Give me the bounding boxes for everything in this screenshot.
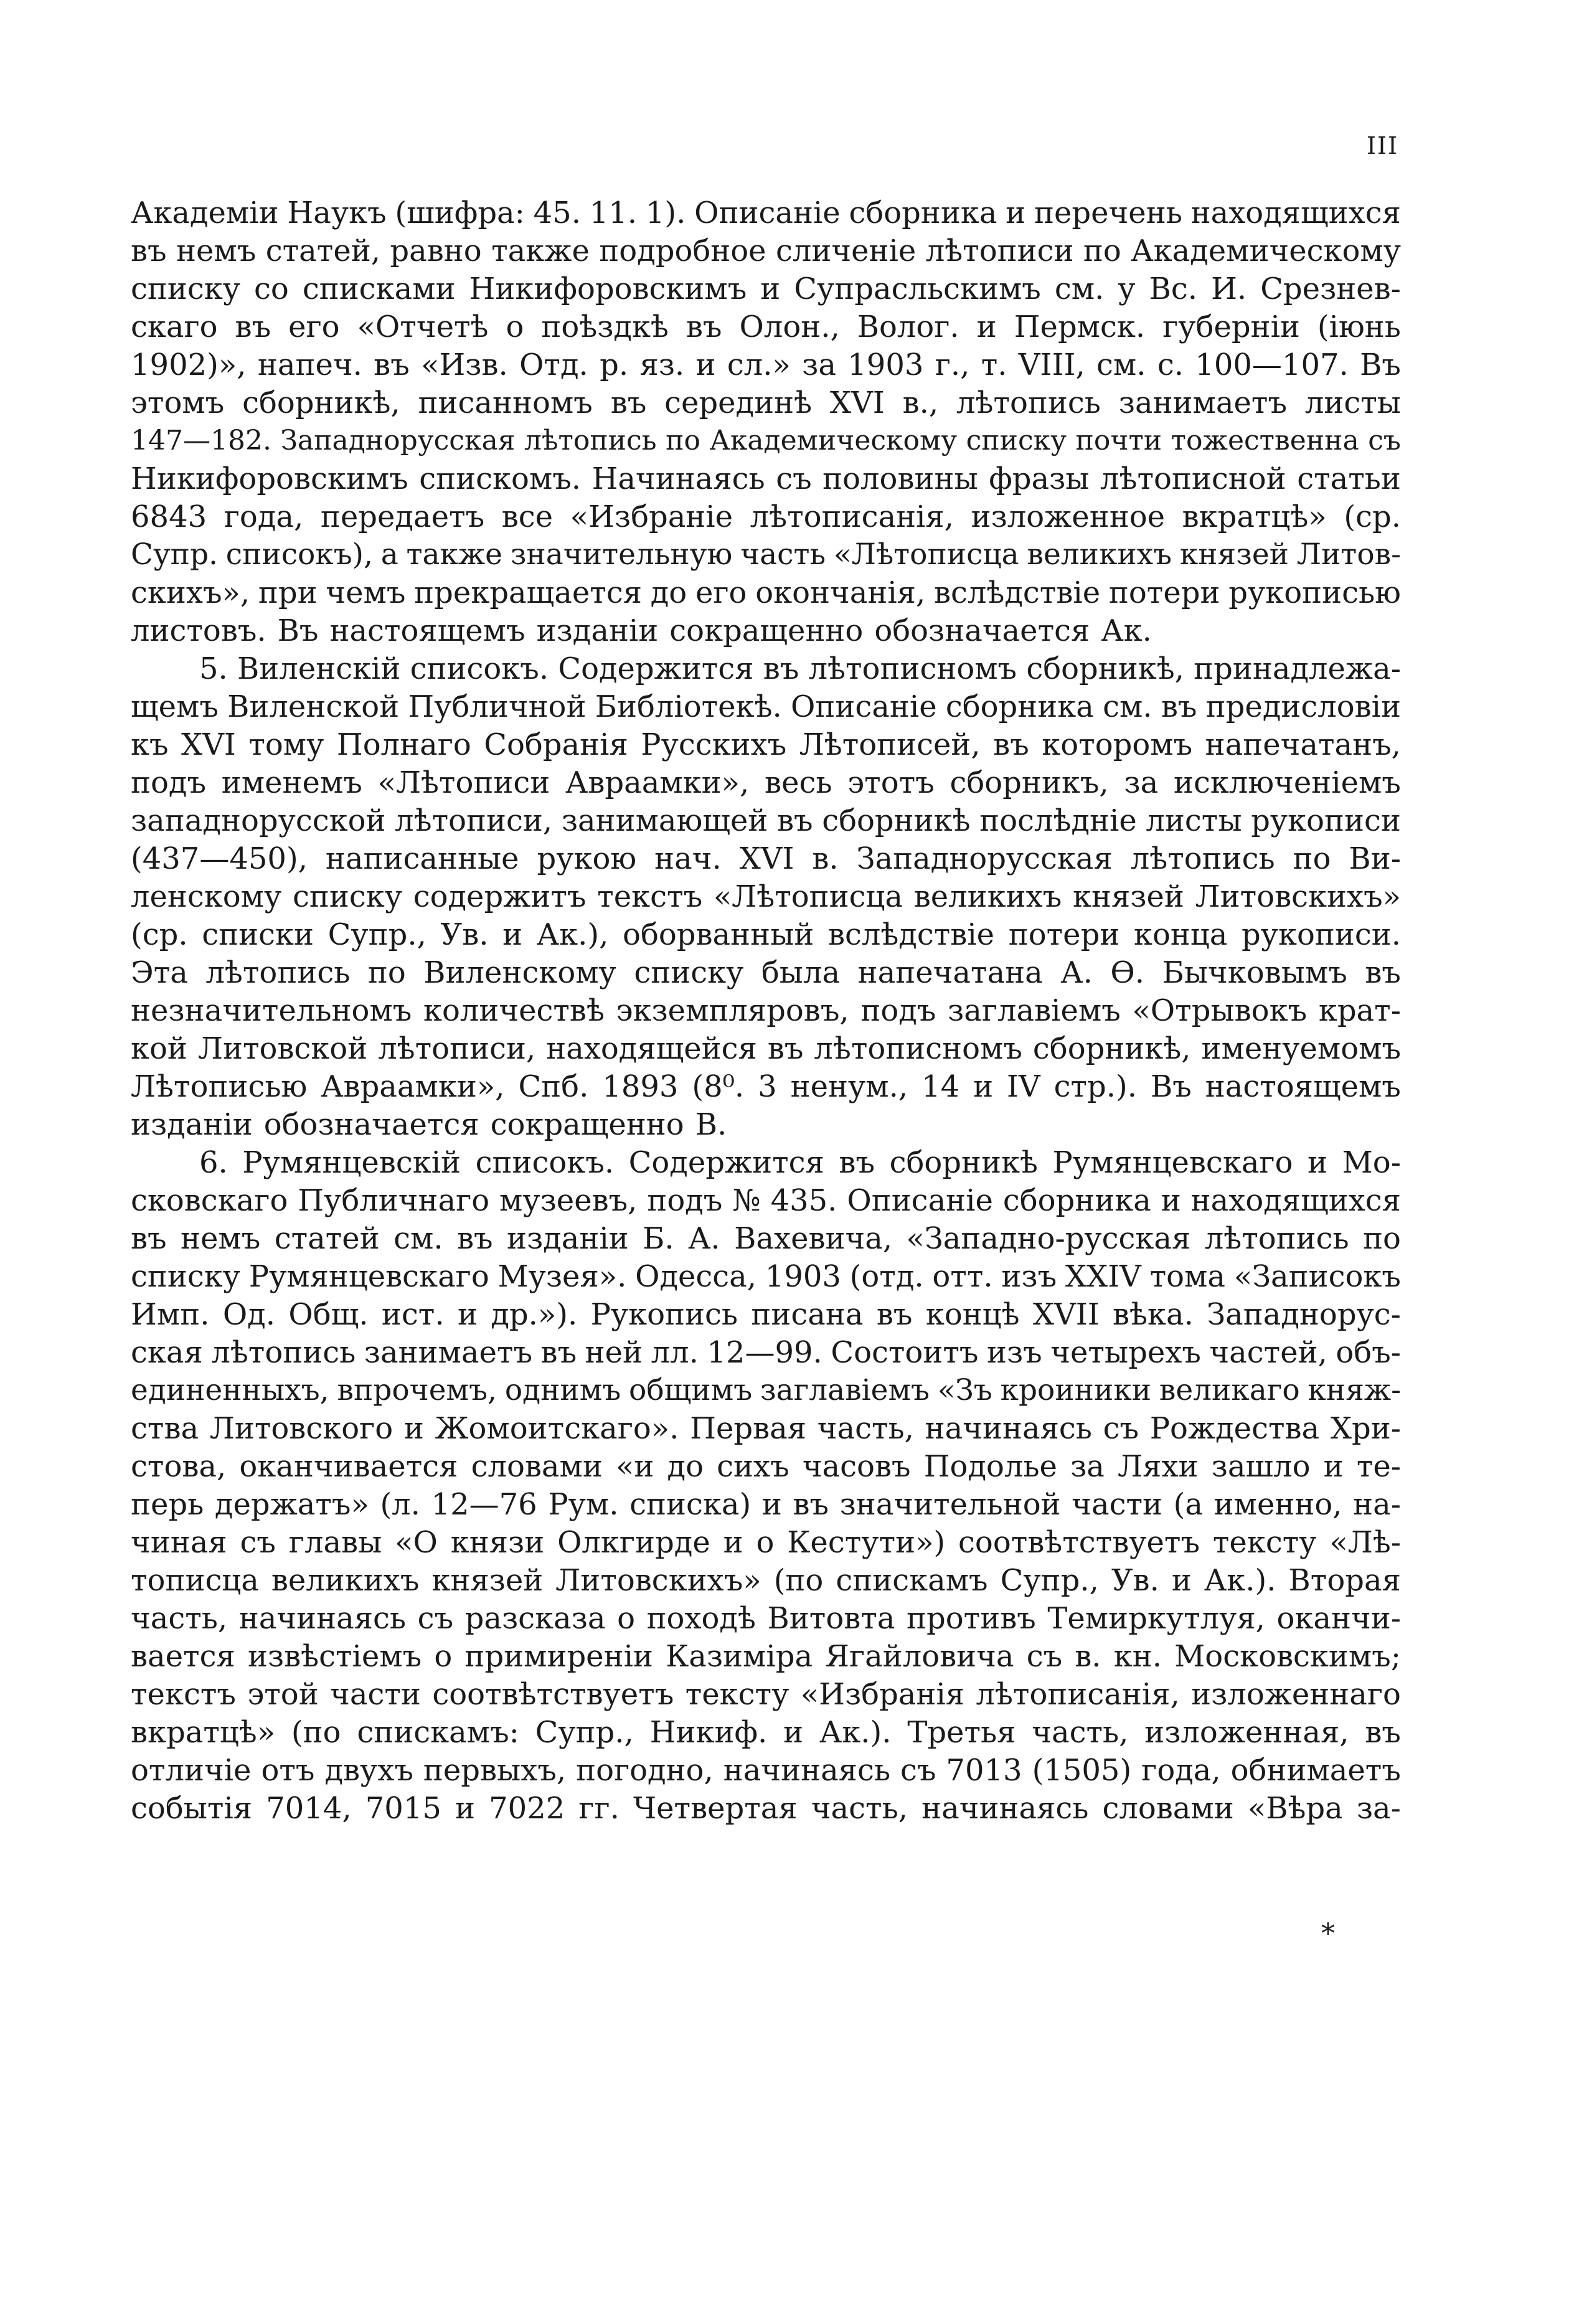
text-line: этомъ сборникѣ, писанномъ въ серединѣ XVI в., лѣтопись занимаетъ листы (131, 385, 1401, 420)
text-line: Имп. Од. Общ. ист. и др.»). Рукопись писана въ концѣ XVII вѣка. Западнорус- (131, 1297, 1401, 1332)
text-line: незначительномъ количествѣ экземпляровъ, подъ заглавіемъ «Отрывокъ крат- (131, 993, 1401, 1028)
text-line: скаго въ его «Отчетѣ о поѣздкѣ въ Олон., Волог. и Пермск. губерніи (іюнь (131, 309, 1401, 344)
text-line: сковскаго Публичнаго музеевъ, подъ № 435. Описаніе сборника и находящихся (131, 1183, 1401, 1218)
text-line: Академіи Наукъ (шифра: 45. 11. 1). Описаніе сборника и перечень находящихся (131, 196, 1401, 230)
text-line: Никифоровскимъ спискомъ. Начинаясь съ половины фразы лѣтописной статьи (131, 461, 1401, 496)
text-line: Эта лѣтопись по Виленскому списку была напечатана А. Ѳ. Бычковымъ въ (131, 955, 1401, 990)
text-line: отличіе отъ двухъ первыхъ, погодно, начинаясь съ 7013 (1505) года, обнимаетъ (131, 1753, 1401, 1788)
text-line: 5. Виленскій списокъ. Содержится въ лѣтописномъ сборникѣ, принадлежа- (199, 651, 1401, 686)
text-line: чиная съ главы «О князи Олкгирде и о Кестути») соотвѣтствуетъ тексту «Лѣ- (131, 1525, 1401, 1560)
text-line: западнорусской лѣтописи, занимающей въ сборникѣ послѣдніе листы рукописи (131, 803, 1401, 838)
text-line: (ср. списки Супр., Ув. и Ак.), оборванный вслѣдствіе потери конца рукописи. (131, 917, 1401, 952)
text-line: изданіи обозначается сокращенно В. (131, 1107, 727, 1142)
text-line: списку Румянцевскаго Музея». Одесса, 1903 (отд. отт. изъ XXIV тома «Записокъ (131, 1259, 1401, 1294)
text-line: кой Литовской лѣтописи, находящейся въ лѣтописномъ сборникѣ, именуемомъ (131, 1031, 1401, 1066)
text-line: вается извѣстіемъ о примиреніи Казиміра Ягайловича съ в. кн. Московскимъ; (131, 1639, 1401, 1674)
text-line: (437—450), написанные рукою нач. XVI в. Западнорусская лѣтопись по Ви- (131, 841, 1401, 876)
text-line: единенныхъ, впрочемъ, однимъ общимъ заглавіемъ «Зъ кроиники великаго княж- (131, 1373, 1401, 1407)
text-line: листовъ. Въ настоящемъ изданіи сокращенно обозначается Ак. (131, 613, 1152, 648)
footnote-mark: * (1321, 1918, 1335, 1950)
text-line: ства Литовского и Жомоитскаго». Первая часть, начинаясь съ Рождества Хри- (131, 1411, 1401, 1446)
text-line: 1902)», напеч. въ «Изв. Отд. р. яз. и сл.» за 1903 г., т. VIII, см. с. 100—107. Въ (131, 347, 1401, 382)
text-line: тописца великихъ князей Литовскихъ» (по спискамъ Супр., Ув. и Ак.). Вторая (131, 1563, 1401, 1598)
text-line: ская лѣтопись занимаетъ въ ней лл. 12—99. Состоитъ изъ четырехъ частей, объ- (131, 1335, 1401, 1370)
text-line: ленскому списку содержитъ текстъ «Лѣтописца великихъ князей Литовскихъ» (131, 879, 1401, 914)
text-line: текстъ этой части соотвѣтствуетъ тексту «Избранія лѣтописанія, изложеннаго (131, 1677, 1401, 1712)
text-line: вкратцѣ» (по спискамъ: Супр., Никиф. и Ак.). Третья часть, изложенная, въ (131, 1715, 1401, 1750)
text-line: 147—182. Западнорусская лѣтопись по Академическому списку почти тожественна съ (131, 425, 1401, 456)
text-line: подъ именемъ «Лѣтописи Авраамки», весь этотъ сборникъ, за исключеніемъ (131, 765, 1401, 800)
text-line: 6843 года, передаетъ все «Избраніе лѣтописанія, изложенное вкратцѣ» (ср. (131, 499, 1401, 534)
text-line: къ XVI тому Полнаго Собранія Русскихъ Лѣтописей, въ которомъ напечатанъ, (131, 727, 1401, 762)
text-line: часть, начинаясь съ разсказа о походѣ Витовта противъ Темиркутлуя, оканчи- (131, 1601, 1401, 1636)
text-line: Супр. списокъ), а также значительную часть «Лѣтописца великихъ князей Литов- (131, 537, 1401, 572)
page-number: III (1367, 132, 1399, 159)
text-line: перь держатъ» (л. 12—76 Рум. списка) и въ значительной части (а именно, на- (131, 1487, 1401, 1522)
text-line: 6. Румянцевскій списокъ. Содержится въ сборникѣ Румянцевскаго и Мо- (199, 1145, 1401, 1180)
text-line: стова, оканчивается словами «и до сихъ часовъ Подолье за Ляхи зашло и те- (131, 1449, 1401, 1484)
text-line: скихъ», при чемъ прекращается до его окончанія, вслѣдствіе потери рукописью (131, 575, 1401, 610)
text-line: въ немъ статей см. въ изданіи Б. А. Вахевича, «Западно-русская лѣтопись по (131, 1221, 1401, 1256)
text-line: въ немъ статей, равно также подробное сличеніе лѣтописи по Академическому (131, 234, 1401, 268)
text-line: списку со списками Никифоровскимъ и Супрасльскимъ см. у Вс. И. Срезнев- (131, 272, 1401, 306)
text-line: Лѣтописью Авраамки», Спб. 1893 (8⁰. 3 ненум., 14 и IV стр.). Въ настоящемъ (131, 1069, 1401, 1104)
text-line: щемъ Виленской Публичной Библіотекѣ. Описаніе сборника см. въ предисловіи (131, 689, 1401, 724)
text-line: событія 7014, 7015 и 7022 гг. Четвертая часть, начинаясь словами «Вѣра за- (131, 1791, 1401, 1826)
